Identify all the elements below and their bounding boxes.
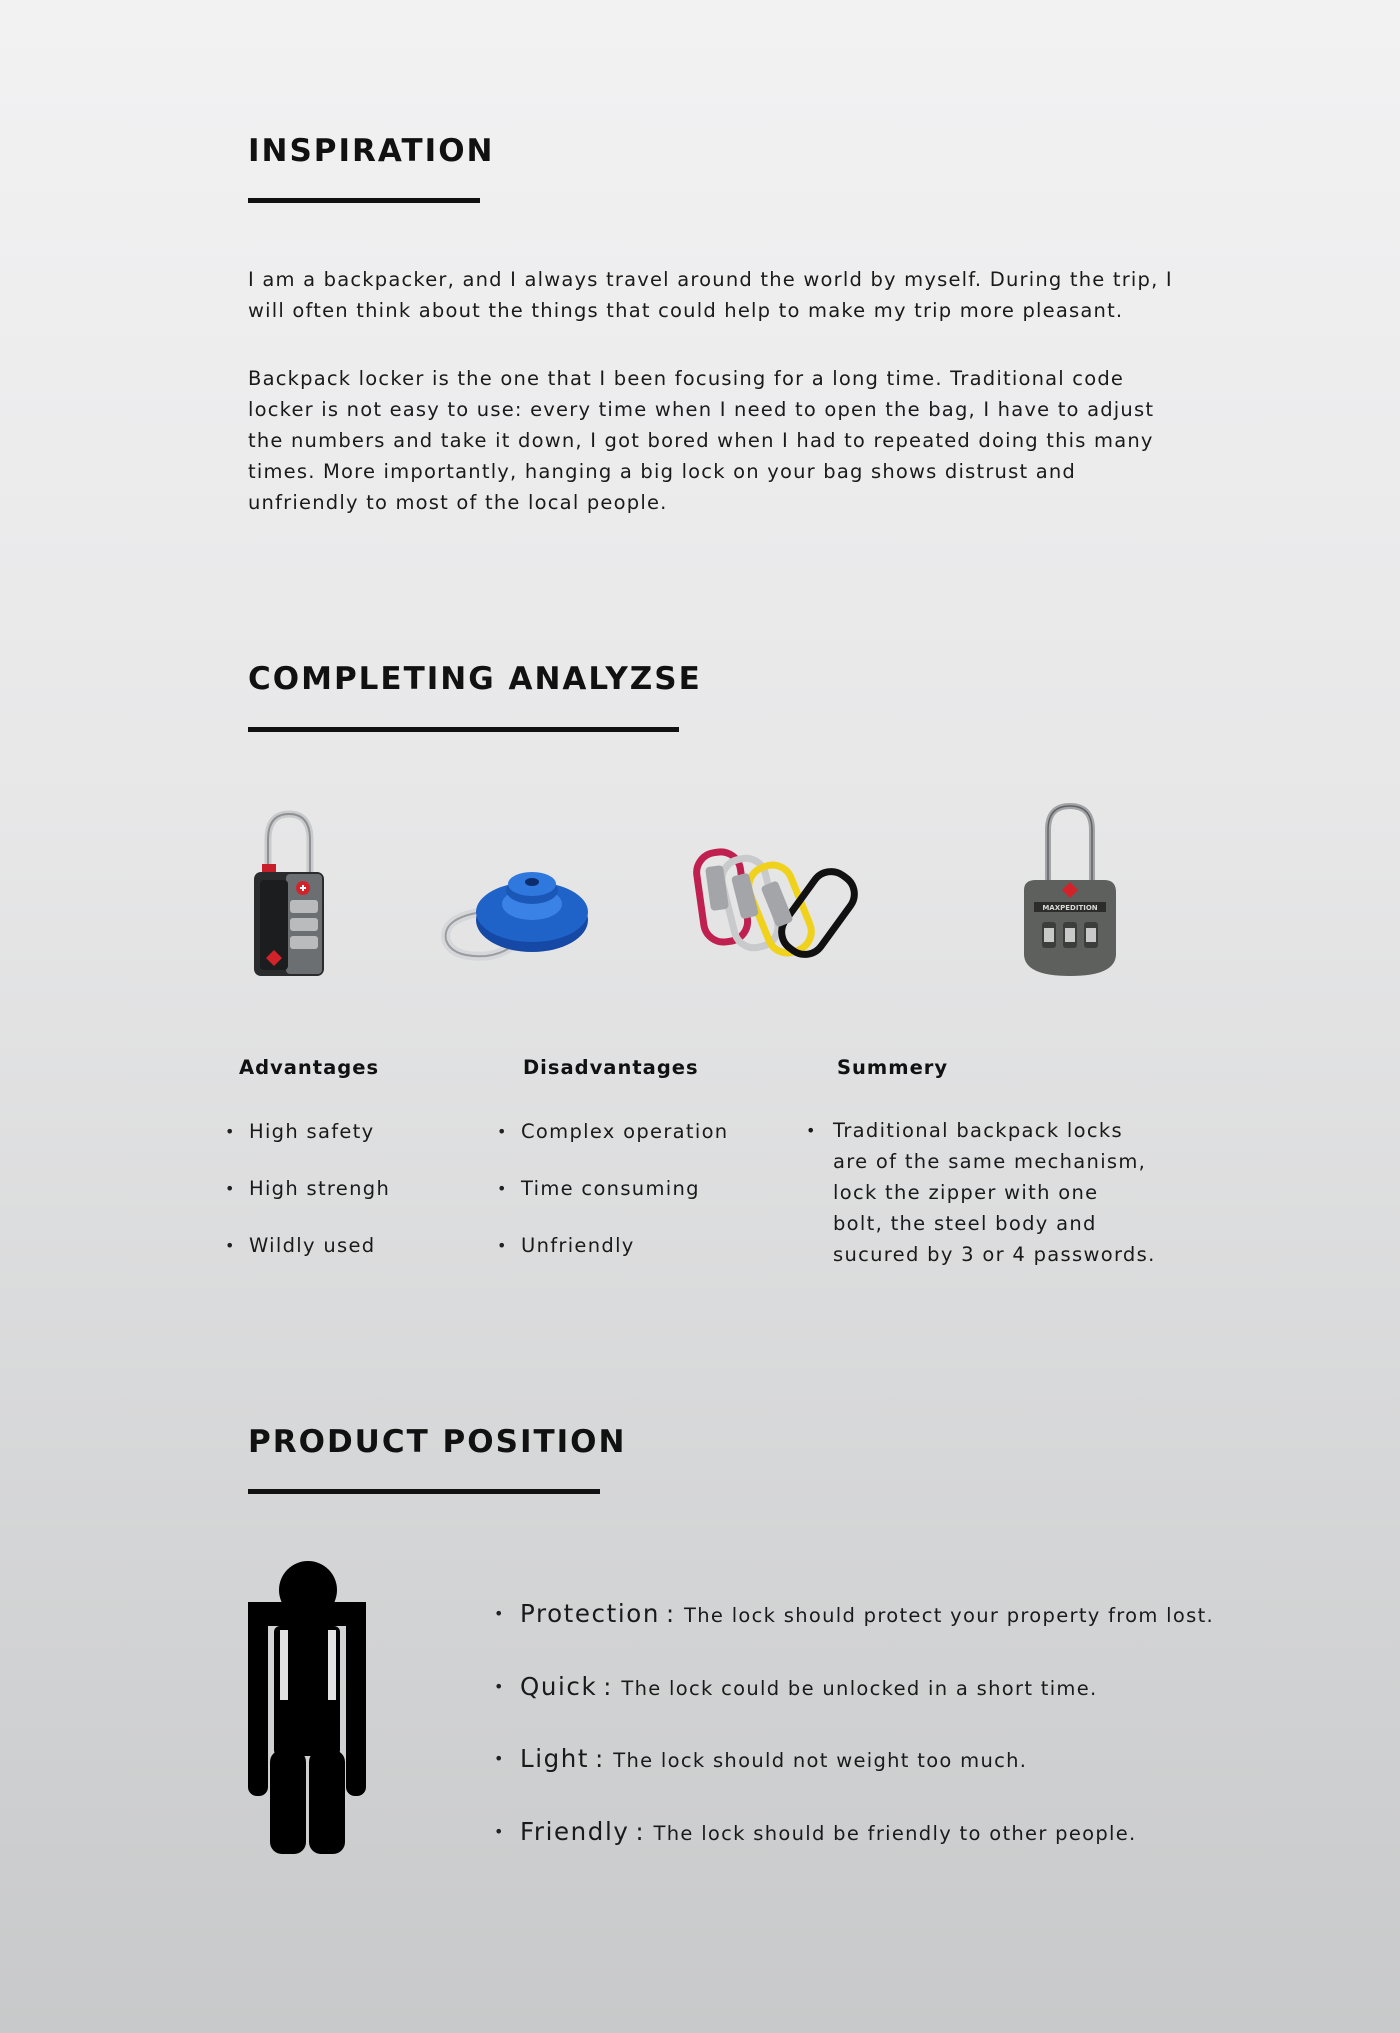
advantage-item: • Wildly used [225, 1234, 376, 1257]
inspiration-title: INSPIRATION [248, 133, 495, 169]
analysis-title-rule [248, 727, 679, 732]
advantages-list [222, 1120, 390, 1291]
bullet-icon: • [494, 1821, 504, 1841]
bullet-icon: • [225, 1122, 236, 1141]
bullet-icon: • [225, 1236, 236, 1255]
position-item-friendly: • Friendly : The lock should be friendly to other people. [492, 1812, 1214, 1885]
bullet-icon: • [497, 1122, 508, 1141]
bullet-icon: • [225, 1179, 236, 1198]
travel-padlock-image [240, 808, 350, 978]
disadvantages-heading: Disadvantages [523, 1056, 699, 1079]
position-title: PRODUCT POSITION [248, 1424, 627, 1460]
position-list [492, 1594, 1214, 1884]
bullet-icon: • [494, 1749, 504, 1768]
disadvantage-item: • Complex operation [497, 1120, 729, 1143]
bullet-icon: • [494, 1604, 504, 1623]
backpacker-icon [246, 1560, 368, 1854]
analysis-title: COMPLETING ANALYZSE [248, 661, 702, 697]
summary-heading: Summery [837, 1056, 949, 1079]
advantages-heading: Advantages [239, 1056, 380, 1079]
inspiration-paragraph-2: Backpack locker is the one that I been focusing for a long time. Traditional code locker is not easy to use: every time when I need to open the bag, I have to adjust the numbers and take it down, I got bored when I had to repeated doing this many times. More importantly, hanging a big lock on your bag shows distrust and unfriendly to most of the local people. [248, 367, 1155, 514]
bullet-icon: • [497, 1236, 508, 1255]
disadvantage-item: • Unfriendly [497, 1234, 635, 1257]
bullet-icon: • [497, 1179, 508, 1198]
advantage-item: • High strengh [225, 1177, 391, 1200]
bullet-icon: • [806, 1121, 817, 1140]
position-item-quick: • Quick : The lock could be unlocked in a short time. [492, 1667, 1214, 1740]
position-item-protection: • Protection : The lock should protect your property from lost. [492, 1594, 1214, 1667]
dial-lock-image [436, 862, 596, 962]
bullet-icon: • [494, 1676, 504, 1696]
inspiration-title-rule [248, 198, 480, 203]
position-title-rule [248, 1489, 600, 1494]
disadvantages-list [494, 1120, 728, 1291]
summary-text: • Traditional backpack locks are of the same mechanism, lock the zipper with one bolt, the steel body and sucured by 3 or 4 passwords. [804, 1115, 1213, 1270]
position-item-light: • Light : The lock should not weight too much. [492, 1739, 1214, 1812]
cable-lock-image [1016, 798, 1126, 980]
cable-lock-brand: MAXPEDITION [1042, 904, 1098, 912]
carabiner-locks-image [692, 846, 864, 966]
advantage-item: • High safety [225, 1120, 375, 1143]
disadvantage-item: • Time consuming [497, 1177, 700, 1200]
inspiration-paragraph-1: I am a backpacker, and I always travel around the world by myself. During the trip, I will often think about the things that could help to make my trip more pleasant. [248, 268, 1173, 322]
